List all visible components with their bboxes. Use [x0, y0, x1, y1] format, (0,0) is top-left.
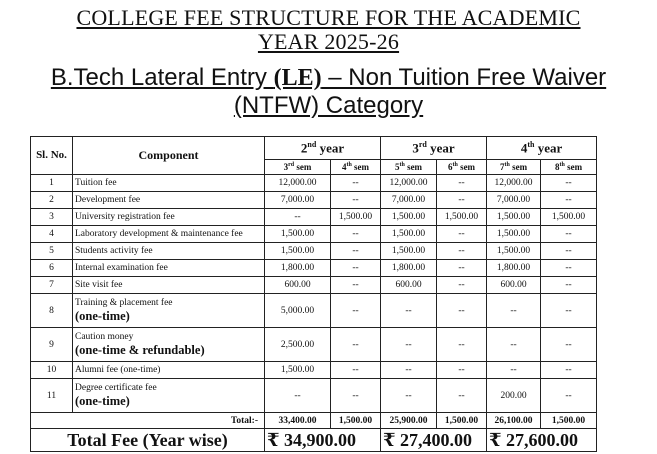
fee-cell: -- [437, 328, 487, 362]
total-cell: 1,500.00 [437, 413, 487, 429]
fee-cell: 1,500.00 [487, 226, 541, 243]
fee-cell: -- [541, 260, 597, 277]
row-component [73, 328, 265, 362]
header-component: Component [73, 137, 265, 175]
header-sem: 3rd sem [265, 160, 331, 175]
component-name: Degree certificate fee [75, 383, 157, 393]
fee-cell: -- [381, 294, 437, 328]
fee-cell: -- [331, 243, 381, 260]
fee-cell: 1,800.00 [265, 260, 331, 277]
category-text-b: – Non Tuition Free Waiver [321, 64, 607, 91]
component-name: Tuition fee [75, 177, 117, 188]
fee-cell: -- [541, 328, 597, 362]
fee-row [31, 226, 597, 243]
component-name: Alumni fee (one-time) [75, 364, 161, 375]
fee-cell: -- [541, 175, 597, 192]
fee-cell: 12,000.00 [381, 175, 437, 192]
total-cell: 1,500.00 [541, 413, 597, 429]
fee-cell: 1,500.00 [381, 209, 437, 226]
fee-cell: -- [437, 175, 487, 192]
fee-cell: -- [541, 243, 597, 260]
fee-cell: -- [437, 192, 487, 209]
fee-cell: 1,500.00 [437, 209, 487, 226]
fee-cell: 12,000.00 [265, 175, 331, 192]
fee-cell: 12,000.00 [487, 175, 541, 192]
fee-cell: -- [331, 294, 381, 328]
component-name: Caution money [75, 332, 134, 342]
row-component [73, 192, 265, 209]
fee-row [31, 243, 597, 260]
fee-cell: -- [437, 277, 487, 294]
fee-cell: 1,800.00 [381, 260, 437, 277]
row-component [73, 243, 265, 260]
header-year-2: 2nd year [265, 137, 381, 160]
fee-cell: -- [381, 328, 437, 362]
fee-cell: 7,000.00 [381, 192, 437, 209]
fee-row [31, 328, 597, 362]
row-sl: 3 [31, 209, 73, 226]
category-title [0, 64, 657, 120]
grand-total-label: Total Fee (Year wise) [31, 429, 265, 452]
fee-cell: 1,500.00 [381, 243, 437, 260]
fee-cell: -- [437, 379, 487, 413]
fee-cell: -- [437, 362, 487, 379]
component-note: (one-time & refundable) [75, 343, 205, 357]
row-sl: 2 [31, 192, 73, 209]
fee-cell: -- [331, 362, 381, 379]
title-line-1: COLLEGE FEE STRUCTURE FOR THE ACADEMIC [76, 5, 581, 30]
fee-cell: -- [265, 209, 331, 226]
fee-cell: -- [331, 260, 381, 277]
header-row-years [31, 137, 597, 160]
row-component [73, 362, 265, 379]
fee-cell: 1,500.00 [541, 209, 597, 226]
fee-cell: -- [331, 328, 381, 362]
component-name: University registration fee [75, 211, 175, 222]
fee-row [31, 294, 597, 328]
row-sl: 10 [31, 362, 73, 379]
row-sl: 5 [31, 243, 73, 260]
row-sl: 7 [31, 277, 73, 294]
total-cell: 1,500.00 [331, 413, 381, 429]
grand-total-year-4: ₹ 27,600.00 [487, 429, 597, 452]
fee-cell: 1,500.00 [265, 362, 331, 379]
fee-cell: -- [541, 226, 597, 243]
row-sl: 8 [31, 294, 73, 328]
header-sem: 6th sem [437, 160, 487, 175]
row-component [73, 277, 265, 294]
component-note: (one-time) [75, 394, 130, 408]
fee-cell: -- [437, 226, 487, 243]
fee-cell: 1,500.00 [265, 226, 331, 243]
fee-cell: -- [541, 294, 597, 328]
total-cell: 26,100.00 [487, 413, 541, 429]
grand-total-year-2: ₹ 34,900.00 [265, 429, 381, 452]
totals-label: Total:- [31, 413, 265, 429]
grand-total-row [31, 429, 597, 452]
fee-cell: 1,500.00 [487, 243, 541, 260]
row-sl: 9 [31, 328, 73, 362]
total-cell: 25,900.00 [381, 413, 437, 429]
fee-cell: -- [381, 362, 437, 379]
grand-total-year-3: ₹ 27,400.00 [381, 429, 487, 452]
fee-cell: 600.00 [381, 277, 437, 294]
header-year-3: 3rd year [381, 137, 487, 160]
fee-cell: 5,000.00 [265, 294, 331, 328]
component-name: Laboratory development & maintenance fee [75, 228, 243, 239]
header-sl: Sl. No. [31, 137, 73, 175]
header-sem: 4th sem [331, 160, 381, 175]
fee-cell: -- [265, 379, 331, 413]
fee-cell: -- [487, 362, 541, 379]
fee-row [31, 260, 597, 277]
fee-cell: -- [331, 379, 381, 413]
fee-row [31, 379, 597, 413]
fee-cell: -- [331, 277, 381, 294]
fee-cell: -- [541, 277, 597, 294]
component-name: Training & placement fee [75, 298, 173, 308]
row-sl: 11 [31, 379, 73, 413]
category-line-1 [0, 64, 657, 92]
component-name: Students activity fee [75, 245, 153, 256]
fee-row [31, 192, 597, 209]
fee-cell: 200.00 [487, 379, 541, 413]
header-year-4: 4th year [487, 137, 597, 160]
fee-cell: -- [487, 328, 541, 362]
fee-cell: 1,500.00 [487, 209, 541, 226]
fee-cell: -- [437, 243, 487, 260]
component-name: Site visit fee [75, 279, 123, 290]
title-line-2: YEAR 2025-26 [257, 29, 400, 54]
fee-cell: 1,500.00 [381, 226, 437, 243]
fee-cell: -- [437, 260, 487, 277]
fee-cell: 7,000.00 [487, 192, 541, 209]
fee-cell: -- [331, 175, 381, 192]
header-sem: 7th sem [487, 160, 541, 175]
row-component [73, 294, 265, 328]
header-sem: 5th sem [381, 160, 437, 175]
fee-cell: 1,800.00 [487, 260, 541, 277]
fee-cell: 7,000.00 [265, 192, 331, 209]
category-line-2: (NTFW) Category [233, 92, 424, 119]
fee-row [31, 362, 597, 379]
fee-cell: 600.00 [265, 277, 331, 294]
fee-cell: -- [331, 226, 381, 243]
fee-cell: -- [541, 362, 597, 379]
fee-table-body [31, 175, 597, 413]
fee-cell: 1,500.00 [265, 243, 331, 260]
row-component [73, 260, 265, 277]
header-sem: 8th sem [541, 160, 597, 175]
row-component [73, 226, 265, 243]
fee-cell: 1,500.00 [331, 209, 381, 226]
fee-row [31, 209, 597, 226]
fee-cell: -- [541, 379, 597, 413]
fee-cell: -- [437, 294, 487, 328]
totals-row [31, 413, 597, 429]
row-sl: 4 [31, 226, 73, 243]
fee-cell: 2,500.00 [265, 328, 331, 362]
row-sl: 1 [31, 175, 73, 192]
fee-row [31, 175, 597, 192]
row-component [73, 209, 265, 226]
category-text-bold: (LE) [273, 65, 322, 91]
document-title [0, 6, 657, 54]
category-text-a: B.Tech Lateral Entry [50, 64, 274, 91]
row-component [73, 379, 265, 413]
fee-cell: 600.00 [487, 277, 541, 294]
fee-row [31, 277, 597, 294]
total-cell: 33,400.00 [265, 413, 331, 429]
row-sl: 6 [31, 260, 73, 277]
component-note: (one-time) [75, 309, 130, 323]
fee-cell: -- [541, 192, 597, 209]
fee-cell: -- [381, 379, 437, 413]
fee-cell: -- [331, 192, 381, 209]
fee-cell: -- [487, 294, 541, 328]
component-name: Development fee [75, 194, 141, 205]
component-name: Internal examination fee [75, 262, 168, 273]
fee-table [30, 136, 597, 452]
row-component [73, 175, 265, 192]
